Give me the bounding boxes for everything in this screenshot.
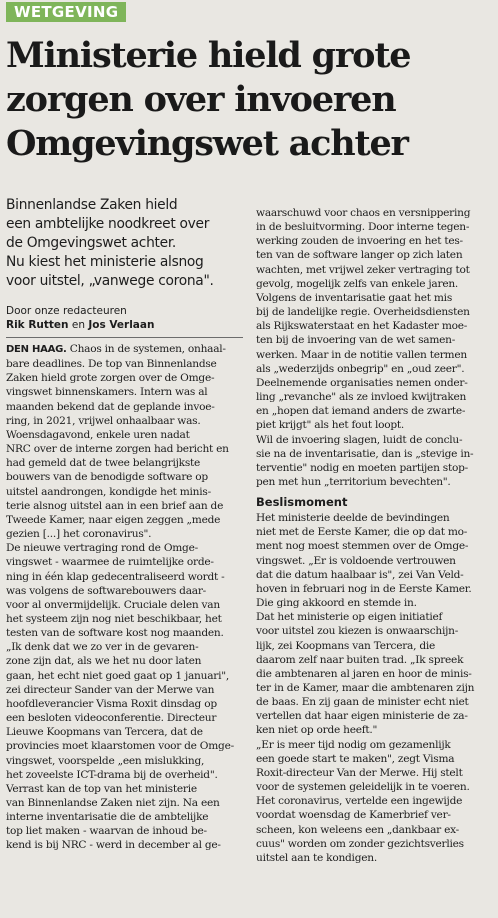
body-line: ling „revanche" als ze invloed kwijtraken bbox=[256, 391, 467, 404]
dateline: DEN HAAG. bbox=[6, 344, 67, 355]
body-line: Het coronavirus, vertelde een ingewijde bbox=[256, 795, 463, 808]
intro-line: de Omgevingswet achter. bbox=[6, 235, 177, 251]
body-line: van Binnenlandse Zaken niet zijn. Na een bbox=[6, 797, 220, 809]
subheading: Beslismoment bbox=[256, 495, 348, 510]
left-body-text bbox=[6, 342, 243, 853]
body-line: voor uitstel zou kiezen is onwaarschijn- bbox=[256, 625, 459, 638]
body-line: voordat woensdag de Kamerbrief ver- bbox=[256, 809, 451, 822]
body-line: en „hopen dat iemand anders de zwarte- bbox=[256, 405, 466, 418]
intro-line: Nu kiest het ministerie alsnog bbox=[6, 254, 204, 270]
body-line: Deelnemende organisaties nemen onder- bbox=[256, 376, 468, 389]
body-line: hoofdleverancier Visma Roxit dinsdag op bbox=[6, 697, 217, 710]
body-line: Het ministerie deelde de bevindingen bbox=[256, 512, 450, 525]
body-line: daarom zelf naar buiten trad. „Ik spreek bbox=[256, 653, 464, 666]
right-body-text-b bbox=[256, 511, 494, 865]
body-line: Wil de invoering slagen, luidt de conclu- bbox=[256, 433, 463, 446]
body-line: ten bij de invoering van de wet samen- bbox=[256, 334, 456, 347]
body-line: waarschuwd voor chaos en versnippering bbox=[256, 207, 471, 219]
body-line: top liet maken - waarvan de inhoud be- bbox=[6, 825, 207, 838]
body-line: Verrast kan de top van het ministerie bbox=[6, 782, 197, 795]
body-line: Volgens de inventarisatie gaat het mis bbox=[256, 291, 453, 304]
body-line: werking zouden de invoering en het tes- bbox=[256, 235, 463, 248]
body-line: ment nog moest stemmen over de Omge- bbox=[256, 540, 469, 553]
body-line: lijk, zei Koopmans van Tercera, die bbox=[256, 639, 436, 652]
body-line: had gemeld dat de twee belangrijkste bbox=[6, 457, 201, 470]
intro-line: voor uitstel, „vanwege corona". bbox=[6, 273, 214, 289]
body-line: Tweede Kamer, naar eigen zeggen „mede bbox=[6, 513, 221, 526]
body-line: testen van de software kost nog maanden. bbox=[6, 627, 224, 640]
body-line: vingswet. „Er is voldoende vertrouwen bbox=[256, 554, 456, 567]
body-line: bare deadlines. De top van Binnenlandse bbox=[6, 358, 217, 371]
body-line: hoven in februari nog in de Eerste Kamer. bbox=[256, 582, 472, 595]
body-line: ring, in 2021, vrijwel onhaalbaar was. bbox=[6, 414, 201, 427]
headline bbox=[6, 34, 496, 166]
left-column bbox=[6, 196, 243, 853]
body-line: was volgens de softwarebouwers daar- bbox=[6, 584, 206, 597]
body-line: maanden bekend dat de geplande invoe- bbox=[6, 400, 215, 413]
byline-authors bbox=[6, 319, 243, 331]
body-line: Roxit-directeur Van der Merwe. Hij stelt bbox=[256, 766, 463, 779]
body-line: sie na de inventarisatie, dan is „stevige in- bbox=[256, 447, 474, 460]
body-line: werken. Maar in de notitie vallen termen bbox=[256, 348, 467, 361]
body-line: als Rijkswaterstaat en het Kadaster moe- bbox=[256, 320, 468, 333]
body-line: een goede start te maken", zegt Visma bbox=[256, 752, 455, 765]
headline-line: Ministerie hield grote bbox=[6, 35, 411, 76]
body-line: terventie" nodig en moeten partijen stop- bbox=[256, 461, 468, 474]
body-line: bouwers van de benodigde software op bbox=[6, 471, 208, 484]
body-line: ning in één klap gedecentraliseerd wordt - bbox=[6, 570, 225, 583]
body-line: vertellen dat haar eigen ministerie de za- bbox=[256, 710, 468, 723]
body-line: voor al onvermijdelijk. Cruciale delen van bbox=[6, 598, 220, 611]
body-line: Zaken hield grote zorgen over de Omge- bbox=[6, 372, 215, 385]
body-line: interne inventarisatie die de ambtelijke bbox=[6, 811, 209, 824]
body-line: piet krijgt" als het fout loopt. bbox=[256, 419, 405, 432]
body-line: terie alsnog uitstel aan in een brief aan de bbox=[6, 499, 224, 512]
body-line: de baas. En zij gaan de minister echt niet bbox=[256, 696, 469, 709]
body-line: Die ging akkoord en stemde in. bbox=[256, 597, 417, 610]
section-kicker: WETGEVING bbox=[6, 2, 126, 22]
byline-divider bbox=[6, 337, 243, 338]
body-line: het zoveelste ICT-drama bij de overheid". bbox=[6, 768, 218, 781]
body-line: gezien [...] het coronavirus". bbox=[6, 528, 152, 541]
intro-line: een ambtelijke noodkreet over bbox=[6, 216, 210, 232]
body-line: een besloten videoconferentie. Directeur bbox=[6, 712, 217, 725]
body-line: uitstel aan te kondigen. bbox=[256, 851, 377, 864]
body-line: bij de landelijke regie. Overheidsdiensten bbox=[256, 306, 470, 319]
body-line: „Er is meer tijd nodig om gezamenlijk bbox=[256, 738, 451, 751]
body-line: zei directeur Sander van der Merwe van bbox=[6, 683, 215, 696]
body-line: scheen, kon weleens een „dankbaar ex- bbox=[256, 823, 459, 836]
byline-prefix: Door onze redacteuren bbox=[6, 305, 127, 317]
body-line bbox=[6, 342, 243, 357]
body-line: niet met de Eerste Kamer, die op dat mo- bbox=[256, 526, 468, 539]
body-line: Woensdagavond, enkele uren nadat bbox=[6, 428, 190, 441]
body-line: vingswet binnenskamers. Intern was al bbox=[6, 386, 208, 399]
author-conjunction: en bbox=[68, 319, 89, 331]
body-line: gevolg, mogelijk zelfs van enkele jaren. bbox=[256, 277, 459, 290]
body-line: Dat het ministerie op eigen initiatief bbox=[256, 611, 443, 624]
body-line: voor de systemen geleidelijk in te voeren. bbox=[256, 781, 470, 794]
body-line-text: Chaos in de systemen, onhaal- bbox=[66, 343, 226, 355]
body-line: provincies moet klaarstomen voor de Omge- bbox=[6, 740, 234, 753]
body-line: vingswet, voorspelde „een mislukking, bbox=[6, 754, 205, 767]
body-line: ken niet op orde heeft." bbox=[256, 724, 378, 737]
body-line: als „wederzijds onbegrip" en „oud zeer". bbox=[256, 362, 465, 375]
author-name: Jos Verlaan bbox=[88, 319, 155, 331]
body-line: in de besluitvorming. Door interne tegen- bbox=[256, 221, 470, 234]
headline-line: Omgevingswet achter bbox=[6, 123, 408, 164]
intro-lead bbox=[6, 196, 243, 291]
right-body-text-a bbox=[256, 206, 494, 489]
body-line: kend is bij NRC - werd in december al ge- bbox=[6, 839, 221, 852]
body-line: wachten, met vrijwel zeker vertraging tot bbox=[256, 263, 470, 276]
intro-line: Binnenlandse Zaken hield bbox=[6, 197, 178, 213]
author-name: Rik Rutten bbox=[6, 319, 69, 331]
body-line: uitstel aandrongen, kondigde het minis- bbox=[6, 485, 211, 498]
body-line: die ambtenaren al jaren en hoor de minis- bbox=[256, 667, 472, 680]
body-line: gaan, het echt niet goed gaat op 1 januari", bbox=[6, 669, 229, 682]
body-line: het systeem zijn nog niet beschikbaar, het bbox=[6, 612, 222, 625]
body-line: „Ik denk dat we zo ver in de gevaren- bbox=[6, 641, 199, 654]
body-line: dat die datum haalbaar is", zei Van Veld- bbox=[256, 568, 464, 581]
body-line: De nieuwe vertraging rond de Omge- bbox=[6, 542, 198, 555]
body-line: pen met hun „territorium bevechten". bbox=[256, 475, 451, 488]
body-line: cuus" worden om zonder gezichtsverlies bbox=[256, 837, 464, 850]
body-line: vingswet - waarmee de ruimtelijke orde- bbox=[6, 556, 214, 569]
body-line: ten van de software langer op zich laten bbox=[256, 249, 463, 262]
body-line: Lieuwe Koopmans van Tercera, dat de bbox=[6, 726, 203, 739]
body-line: NRC over de interne zorgen had bericht en bbox=[6, 443, 229, 456]
right-column bbox=[256, 206, 494, 865]
body-line: zone zijn dat, als we het nu door laten bbox=[6, 655, 202, 668]
body-line: ter in de Kamer, maar die ambtenaren zijn bbox=[256, 682, 475, 694]
headline-line: zorgen over invoeren bbox=[6, 79, 396, 120]
